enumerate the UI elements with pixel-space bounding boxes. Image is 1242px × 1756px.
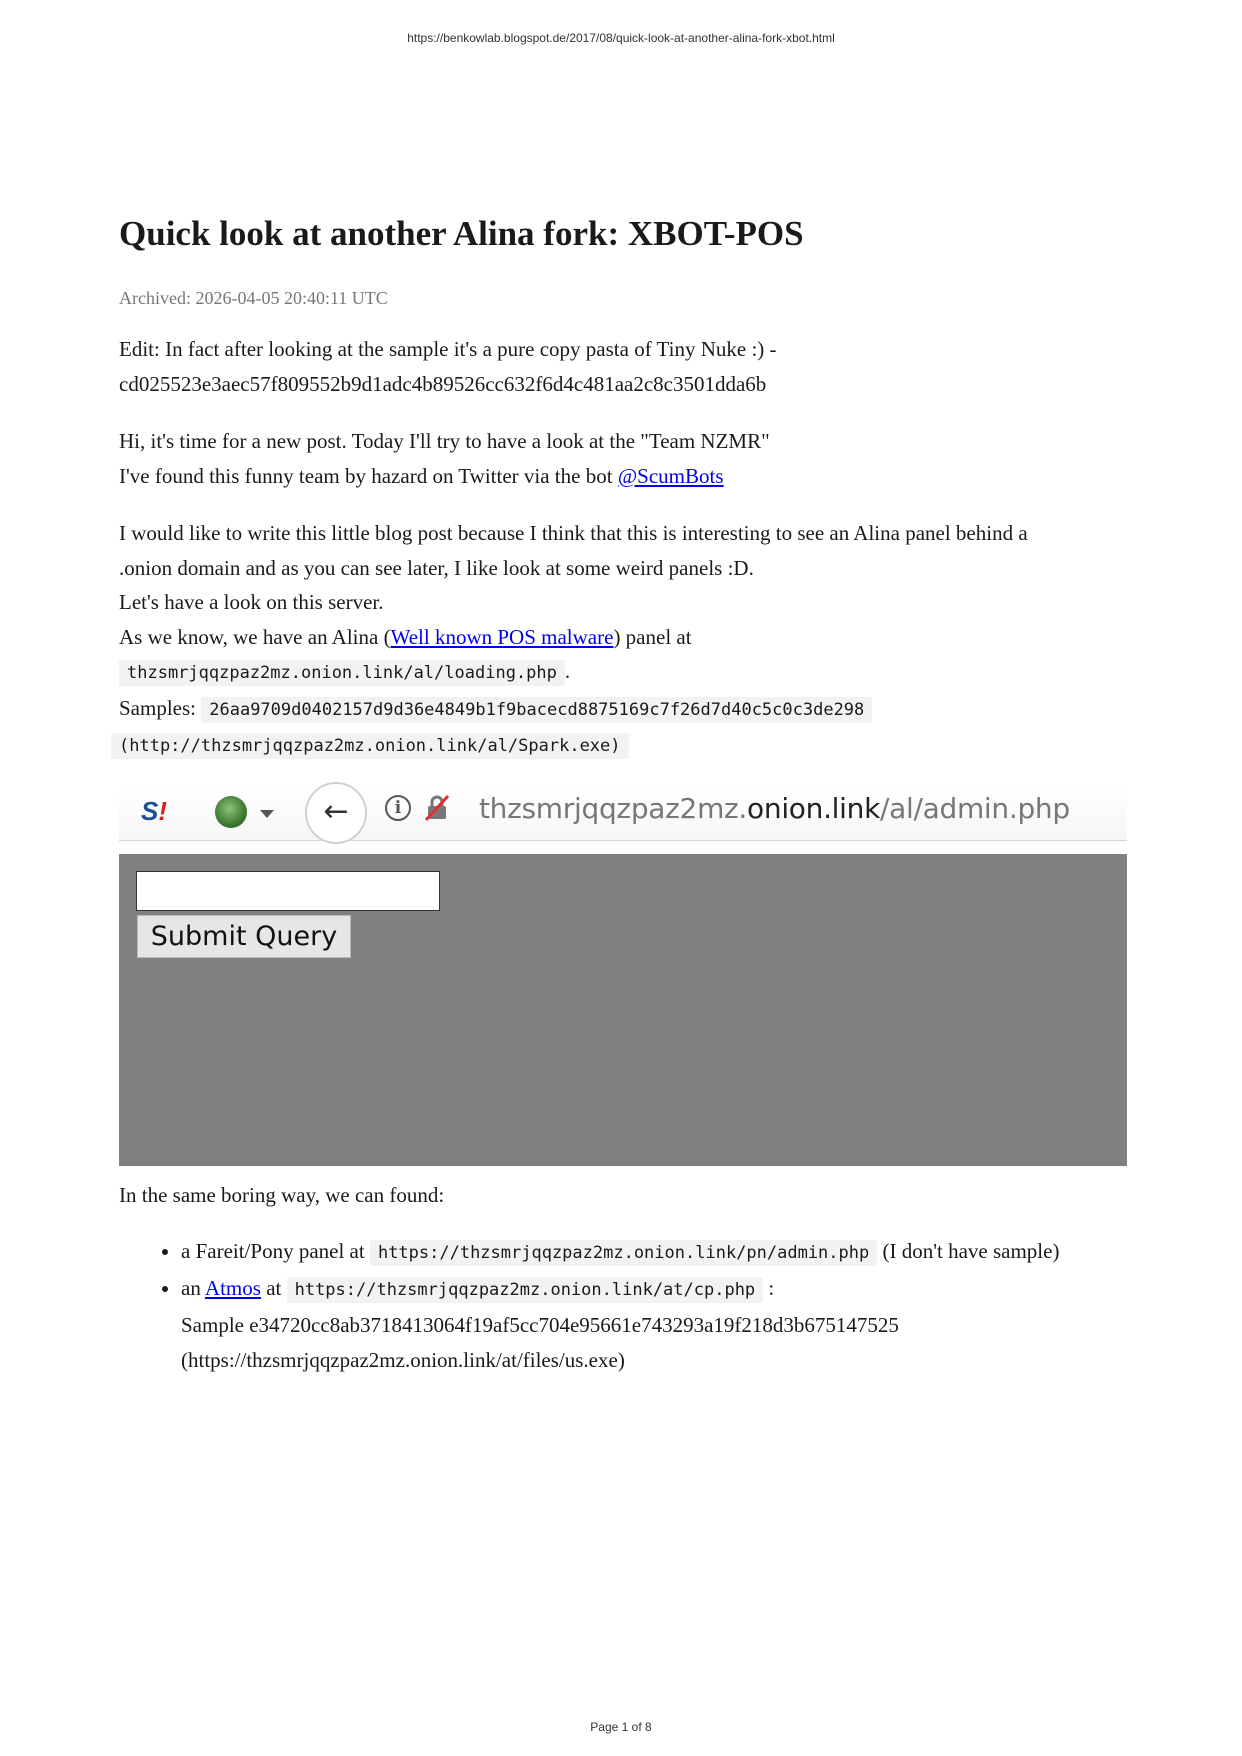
samples-hash-code: 26aa9709d0402157d9d36e4849b1f9bacecd8875169c7f26d7d40c5c0c3de298 bbox=[201, 697, 872, 723]
query-input bbox=[136, 871, 440, 911]
admin-panel-screenshot bbox=[119, 784, 1127, 1166]
para3-line-3: Let's have a look on this server. bbox=[119, 590, 384, 614]
atmos-url-code: https://thzsmrjqqzpaz2mz.onion.link/at/cp.php bbox=[287, 1277, 764, 1303]
edit-note bbox=[119, 332, 1129, 401]
logo-s: S bbox=[141, 796, 159, 826]
atmos-link[interactable]: Atmos bbox=[204, 1276, 261, 1300]
address-bar-url bbox=[479, 792, 1070, 825]
samples-label: Samples: bbox=[119, 695, 202, 720]
page-number: Page 1 of 8 bbox=[590, 1720, 652, 1734]
alina-suffix: ) panel at bbox=[613, 624, 692, 649]
panel-list bbox=[119, 1234, 1161, 1378]
intro-line-1: Hi, it's time for a new post. Today I'll try to have a look at the "Team NZMR" bbox=[119, 429, 770, 453]
url-host-domain: onion.link bbox=[747, 792, 881, 825]
para3-line-1: I would like to write this little blog post because I think that this is interesting to see an Alina panel behind a bbox=[119, 521, 1028, 545]
samples-url-code: (http://thzsmrjqqzpaz2mz.onion.link/al/Spark.exe) bbox=[111, 733, 629, 759]
atmos-sample-hash: Sample e34720cc8ab3718413064f19af5cc704e95661e743293a19f218d3b675147525 bbox=[181, 1313, 899, 1337]
s-logo-icon bbox=[141, 796, 167, 827]
url-host-prefix: thzsmrjqqzpaz2mz. bbox=[479, 792, 748, 825]
info-icon: i bbox=[385, 795, 411, 821]
alina-paragraph bbox=[119, 516, 1129, 764]
item2-colon: : bbox=[763, 1276, 775, 1300]
pos-malware-link[interactable]: Well known POS malware bbox=[390, 624, 614, 649]
insecure-lock-icon bbox=[423, 794, 451, 822]
after-screenshot-text: In the same boring way, we can found: bbox=[119, 1183, 445, 1207]
submit-query-button: Submit Query bbox=[137, 915, 351, 958]
loading-dot: . bbox=[564, 659, 571, 683]
back-arrow-icon: ← bbox=[305, 782, 367, 844]
intro-paragraph bbox=[119, 424, 1129, 493]
url-path: /al/admin.php bbox=[880, 792, 1070, 825]
archived-timestamp: Archived: 2026-04-05 20:40:11 UTC bbox=[119, 288, 388, 308]
list-item bbox=[181, 1271, 1161, 1378]
list-item bbox=[181, 1234, 1161, 1271]
atmos-sample-url: (https://thzsmrjqqzpaz2mz.onion.link/at/files/us.exe) bbox=[181, 1348, 625, 1372]
intro-line-2: I've found this funny team by hazard on Twitter via the bot bbox=[119, 463, 618, 488]
para3-line-2: .onion domain and as you can see later, I like look at some weird panels :D. bbox=[119, 555, 754, 580]
logo-bang: ! bbox=[158, 796, 168, 826]
item2-prefix: an bbox=[181, 1276, 205, 1300]
loading-url-code: thzsmrjqqzpaz2mz.onion.link/al/loading.php bbox=[119, 660, 565, 686]
page-title: Quick look at another Alina fork: XBOT-POS bbox=[119, 214, 804, 253]
scumbots-link[interactable]: @ScumBots bbox=[617, 463, 724, 488]
header-url: https://benkowlab.blogspot.de/2017/08/quick-look-at-another-alina-fork-xbot.html bbox=[407, 31, 835, 45]
item2-mid: at bbox=[260, 1276, 287, 1300]
alina-prefix: As we know, we have an Alina ( bbox=[119, 624, 391, 649]
onion-icon bbox=[215, 796, 247, 828]
edit-line-1: Edit: In fact after looking at the sample it's a pure copy pasta of Tiny Nuke :) - bbox=[119, 337, 777, 361]
item1-prefix: a Fareit/Pony panel at bbox=[181, 1239, 370, 1263]
chevron-down-icon bbox=[260, 810, 274, 818]
panel-body bbox=[119, 854, 1127, 1166]
edit-hash: cd025523e3aec57f809552b9d1adc4b89526cc632f6d4c481aa2c8c3501dda6b bbox=[119, 371, 767, 396]
browser-toolbar bbox=[119, 784, 1127, 841]
item1-suffix: (I don't have sample) bbox=[877, 1239, 1060, 1263]
pony-url-code: https://thzsmrjqqzpaz2mz.onion.link/pn/admin.php bbox=[370, 1240, 877, 1266]
